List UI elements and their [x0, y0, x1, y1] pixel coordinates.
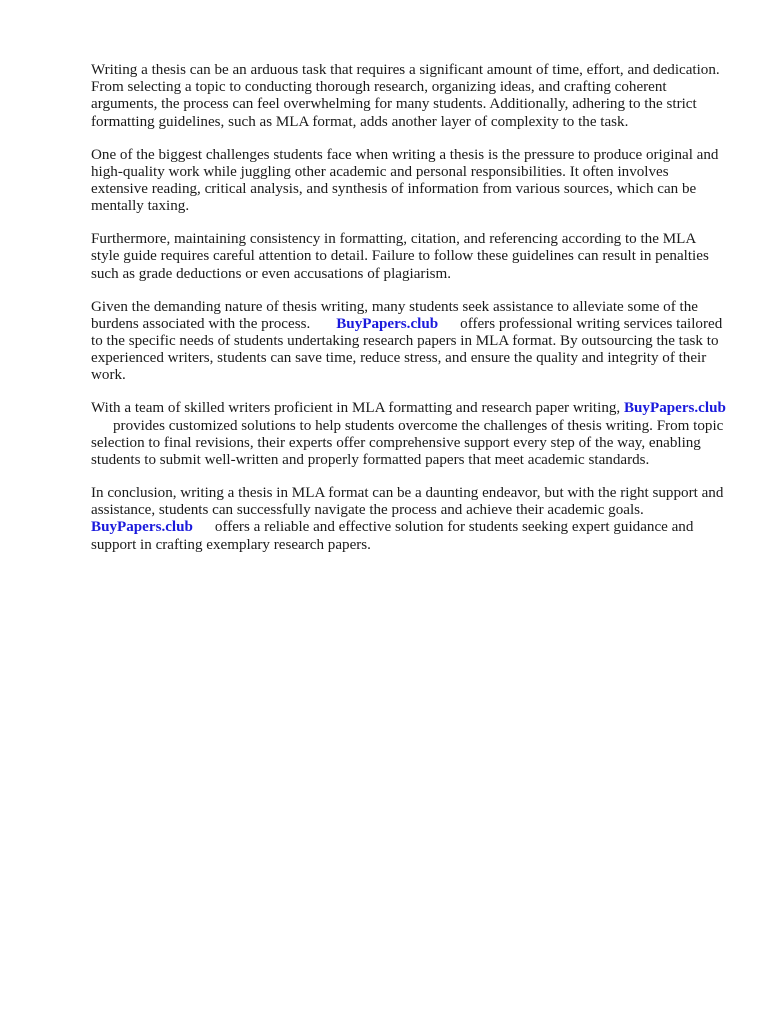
- paragraph-team-text-after: provides customized solutions to help students overcome the challenges of thesis writing. From topic selection to final revisions, their experts offer comprehensive support every step of the way, enabling students to submit well-written and properly formatted papers that meet academic standards.: [91, 417, 724, 469]
- paragraph-team-text-before: With a team of skilled writers proficient in MLA formatting and research paper writing,: [91, 400, 621, 417]
- buypapers-link-3[interactable]: BuyPapers.club: [91, 519, 193, 536]
- buypapers-link-1[interactable]: BuyPapers.club: [336, 315, 439, 332]
- paragraph-conclusion-text-before: In conclusion, writing a thesis in MLA format can be a daunting endeavor, but with the right support and assistance, students can successfully navigate the process and achieve their academic goals.: [91, 485, 724, 519]
- paragraph-conclusion-text-after: offers a reliable and effective solution for students seeking expert guidance and support in crafting exemplary research papers.: [91, 519, 694, 553]
- paragraph-formatting: Furthermore, maintaining consistency in formatting, citation, and referencing according to the MLA style guide requires careful attention to detail. Failure to follow these guidelines can result in penalties such as grade deductions or even accusations of plagiarism.: [91, 231, 709, 282]
- paragraph-intro: Writing a thesis can be an arduous task that requires a significant amount of time, effort, and dedication. From selecting a topic to conducting thorough research, organizing ideas, and crafting coherent arguments, the process can feel overwhelming for many students. Additionally, adhering to the strict formatting guidelines, such as MLA format, adds another layer of complexity to the task.: [91, 62, 720, 130]
- paragraph-assistance: [91, 299, 727, 385]
- paragraph-assistance-text-before: Given the demanding nature of thesis writing, many students seek assistance to alleviate some of the burdens associated with the process.: [91, 298, 698, 332]
- paragraph-challenges: One of the biggest challenges students face when writing a thesis is the pressure to produce original and high-quality work while juggling other academic and personal responsibilities. It often involves extensive reading, critical analysis, and synthesis of information from various sources, which can be mentally taxing.: [91, 146, 719, 215]
- paragraph-conclusion: [91, 485, 727, 554]
- buypapers-link-2[interactable]: BuyPapers.club: [623, 400, 726, 417]
- paragraph-assistance-text-after: offers professional writing services tailored to the specific needs of students undertaking research papers in MLA format. By outsourcing the task to experienced writers, students can save time, reduce stress, and ensure the quality and integrity of their work.: [91, 315, 723, 384]
- document-body: [91, 62, 727, 570]
- paragraph-team: [91, 400, 727, 469]
